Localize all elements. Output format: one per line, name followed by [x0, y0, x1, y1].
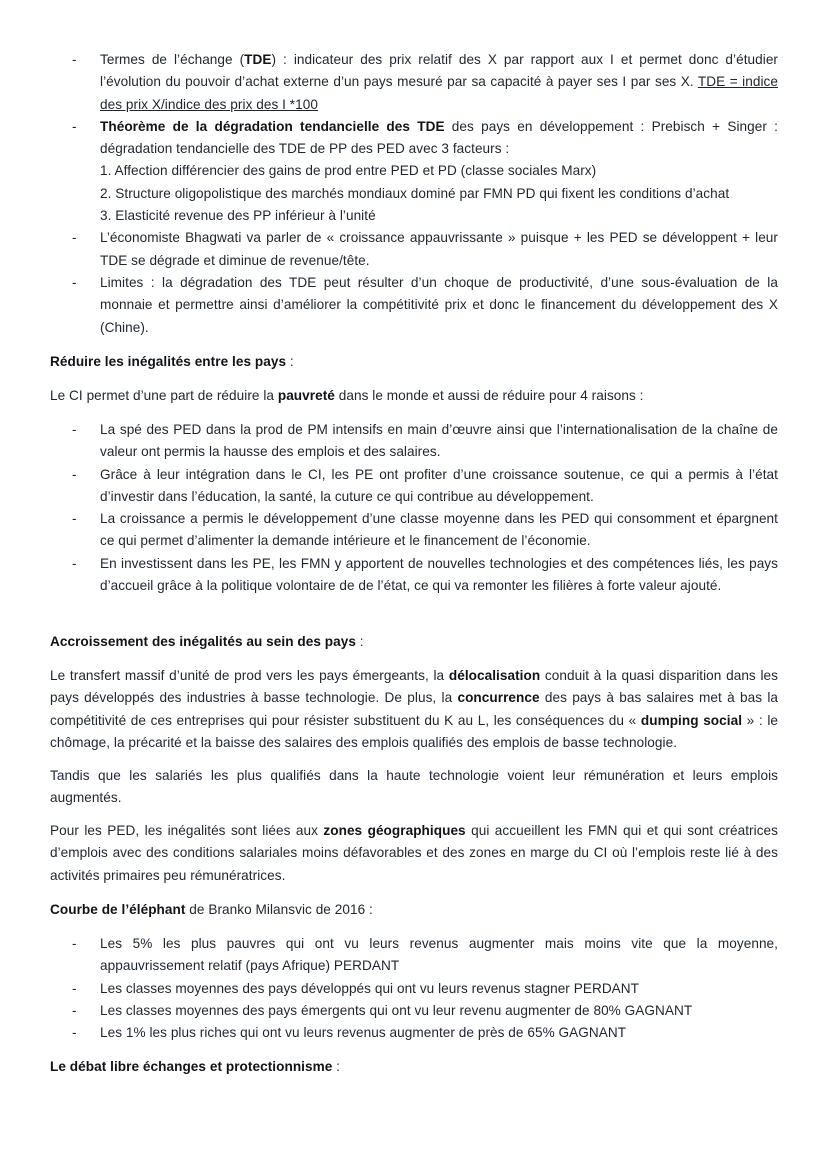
text: Limites : la dégradation des TDE peut résulter d’un choque de productivité, d’une sous-évaluation de la monnaie et permettre ainsi d’améliorer la compétitivité prix et donc le financement du développement des X (Chine).: [100, 274, 778, 335]
elephant-curve-list: [50, 933, 778, 1044]
paragraph: [50, 385, 778, 407]
bold-term: TDE: [244, 52, 272, 67]
text: Termes de l’échange (: [100, 52, 245, 67]
list-item: [50, 49, 778, 116]
heading-suffix: :: [355, 634, 364, 649]
text: des pays à bas salaires met à bas la compétitivité de ces entreprises qui pour résister substituent du K au L, les conséquences du «: [50, 690, 778, 728]
paragraph: [50, 820, 778, 887]
section-heading: [50, 631, 778, 653]
numbered-factor: 1. Affection différencier des gains de prod entre PED et PD (classe sociales Marx): [100, 163, 597, 179]
bold-term: dumping social: [640, 712, 743, 728]
paragraph: Tandis que les salariés les plus qualifiés dans la haute technologie voient leur rémunération et leurs emplois augmentés.: [50, 768, 778, 806]
text: conduit à la quasi disparition dans les pays développés des industries à basse technologie. De plus, la: [50, 668, 778, 706]
heading-suffix: :: [332, 1059, 341, 1074]
list-item: - La spé des PED dans la prod de PM intensifs en main d’œuvre ainsi que l’internationalisation de la chaîne de valeur ont permis la hausse des emplois et des salaires.: [50, 419, 778, 464]
list-item: - Grâce à leur intégration dans le CI, les PE ont profiter d’une croissance soutenue, ce qui a permis à l’état d’investir dans l’éducation, la santé, la cuture ce qui contribue au développement.: [50, 464, 778, 509]
list-item: - La croissance a permis le développement d’une classe moyenne dans les PED qui consomment et épargnent ce qui permet d’alimenter la demande intérieure et le financement de l’économie.: [50, 508, 778, 553]
heading-suffix: :: [286, 354, 294, 369]
section-heading: [50, 351, 778, 373]
list-item: [50, 227, 778, 272]
heading-text: Le débat libre échanges et protectionnisme: [50, 1059, 333, 1074]
list-item: [50, 116, 778, 227]
heading-suffix: de Branko Milansvic de 2016 :: [185, 902, 373, 917]
text: » : le chômage, la précarité et la baisse des salaires des emplois qualifiés des emplois de basse technologie.: [50, 712, 778, 750]
list-item: - Les 5% les plus pauvres qui ont vu leurs revenus augmenter mais moins vite que la moyenne, appauvrissement relatif (pays Afrique) PERDANT: [50, 933, 778, 978]
reasons-list: [50, 419, 778, 597]
list-item: - Les classes moyennes des pays développés qui ont vu leurs revenus stagner PERDANT: [50, 978, 778, 1000]
tde-section: [50, 49, 778, 339]
list-item: - En investissent dans les PE, les FMN y apportent de nouvelles technologies et des compétences liés, les pays d’accueil grâce à la politique volontaire de de l’état, ce qui va remonter les filières à forte valeur ajouté.: [50, 553, 778, 598]
list-item: - Les classes moyennes des pays émergents qui ont vu leur revenu augmenter de 80% GAGNANT: [50, 1000, 778, 1022]
heading-text: Courbe de l’éléphant: [50, 902, 186, 917]
bold-term: délocalisation: [448, 668, 541, 683]
bold-term: Théorème de la dégradation tendancielle des TDE: [100, 118, 445, 134]
text: Pour les PED, les inégalités sont liées aux: [50, 823, 324, 838]
reasons-section: [50, 419, 778, 597]
numbered-factor: 2. Structure oligopolistique des marchés mondiaux dominé par FMN PD qui fixent les conditions d’achat: [100, 185, 730, 201]
bold-term: zones géographiques: [323, 823, 466, 838]
bold-term: concurrence: [457, 690, 540, 706]
text: L’économiste Bhagwati va parler de « croissance appauvrissante » puisque + les PED se développent + leur TDE se dégrade et diminue de revenue/tête.: [100, 230, 778, 268]
tde-formula: TDE = indice des prix X/indice des prix des I *100: [100, 74, 778, 112]
section-heading: [50, 899, 778, 921]
text: dans le monde et aussi de réduire pour 4 raisons :: [334, 388, 644, 403]
list-item: - Les 1% les plus riches qui ont vu leurs revenus augmenter de près de 65% GAGNANT: [50, 1022, 778, 1044]
elephant-section: [50, 933, 778, 1044]
heading-text: Accroissement des inégalités au sein des pays: [50, 634, 356, 649]
paragraph: [50, 665, 778, 754]
numbered-factor: 3. Elasticité revenue des PP inférieur à l’unité: [100, 208, 376, 224]
bold-term: pauvreté: [277, 388, 335, 403]
text: des pays en développement : Prebisch + Singer : dégradation tendancielle des TDE de PP des PED avec 3 facteurs :: [100, 118, 778, 157]
text: ) : indicateur des prix relatif des X par rapport aux I et permet donc d’étudier l’évolution du pouvoir d’achat externe d’un pays mesuré par sa capacité à payer ses I par ses X.: [100, 52, 778, 90]
heading-text: Réduire les inégalités entre les pays: [50, 354, 287, 369]
text: Le CI permet d’une part de réduire la: [50, 388, 278, 403]
list-item: [50, 272, 778, 339]
tde-bullet-list: [50, 49, 778, 339]
section-heading: [50, 1056, 778, 1078]
text: qui accueillent les FMN qui et qui sont créatrices d’emplois avec des conditions salariales moins défavorables et des zones en marge du CI où l’emplois reste lié à des activités primaires peu rémunératrices.: [50, 823, 778, 883]
text: Le transfert massif d’unité de prod vers les pays émergeants, la: [50, 668, 449, 683]
